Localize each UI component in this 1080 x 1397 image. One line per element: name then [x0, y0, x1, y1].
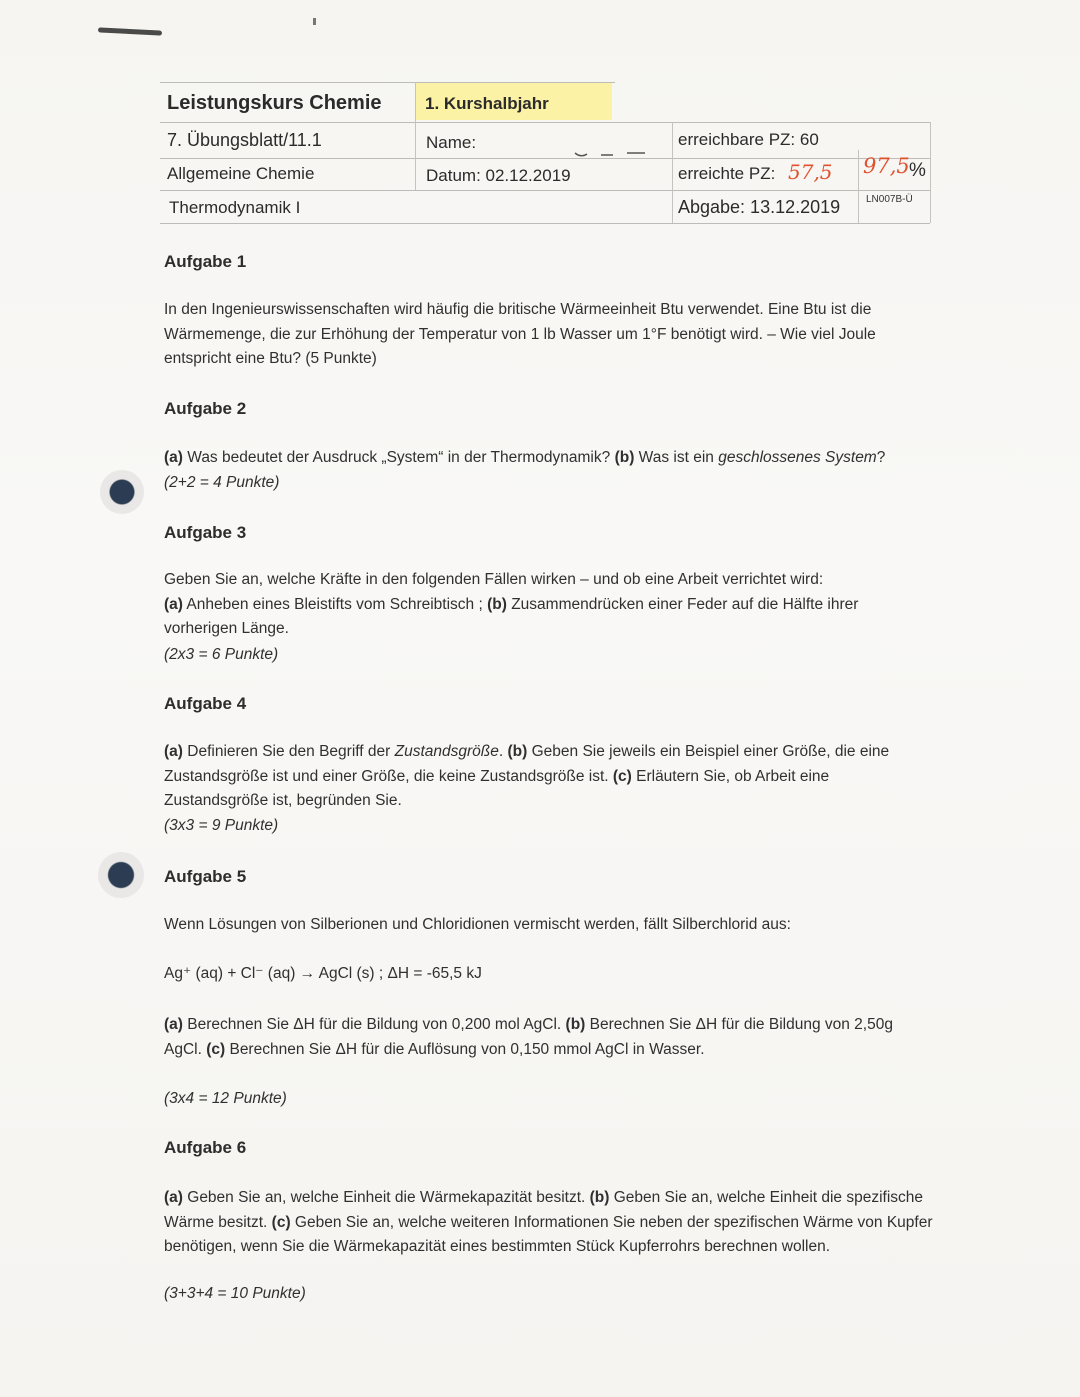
percent-handwritten: 97,5	[863, 154, 910, 178]
topic-general: Allgemeine Chemie	[167, 164, 315, 183]
half-year: 1. Kurshalbjahr	[425, 94, 549, 113]
task-1-points: (5 Punkte)	[305, 350, 377, 367]
task-6-points: (3+3+4 = 10 Punkte)	[164, 1285, 306, 1302]
punch-hole-top	[100, 470, 144, 514]
task-2-title: Aufgabe 2	[164, 399, 247, 418]
sheet-number: 7. Übungsblatt/11.1	[167, 130, 322, 150]
task-4-text: (a) Definieren Sie den Begriff der Zustandsgröße. (b) Geben Sie jeweils ein Beispiel einer Größe, die eine Zustandsgröße ist und einer Größe, die keine Zustandsgröße ist. (c) Erläutern Sie, ob Arbeit eine Zustandsgröße ist, begründen Sie.	[164, 743, 890, 809]
task-3-title: Aufgabe 3	[164, 523, 247, 542]
task-4-title: Aufgabe 4	[164, 694, 247, 713]
punch-hole-bottom	[98, 852, 144, 898]
course-title: Leistungskurs Chemie	[167, 92, 382, 114]
task-2-text: (a) Was bedeutet der Ausdruck „System“ in der Thermodynamik? (b) Was ist ein geschlossenes System?	[164, 449, 886, 466]
task-5-title: Aufgabe 5	[164, 867, 247, 886]
topic: Thermodynamik I	[169, 198, 301, 217]
task-5-points: (3x4 = 12 Punkte)	[164, 1090, 287, 1107]
task-2-points: (2+2 = 4 Punkte)	[164, 474, 280, 491]
sheet-code: LN007B-Ü	[866, 194, 913, 205]
task-1-title: Aufgabe 1	[164, 252, 247, 271]
name-label: Name:	[426, 133, 477, 152]
date-label: Datum: 02.12.2019	[426, 166, 571, 185]
pen-squiggle	[573, 150, 653, 160]
due-date: Abgabe: 13.12.2019	[678, 197, 841, 217]
task-6-title: Aufgabe 6	[164, 1138, 247, 1157]
task-3-points: (2x3 = 6 Punkte)	[164, 646, 279, 663]
achieved-points-handwritten: 57,5	[788, 160, 833, 184]
task-5-intro: Wenn Lösungen von Silberionen und Chloridionen vermischt werden, fällt Silberchlorid aus:	[164, 916, 791, 933]
max-points: erreichbare PZ: 60	[678, 130, 819, 149]
task-6-text: (a) Geben Sie an, welche Einheit die Wärmekapazität besitzt. (b) Geben Sie an, welche Einheit die spezifische Wärme besitzt. (c) Geben Sie an, welche weiteren Informationen Sie neben der spezifischen Wärme von Kupfer benötigen, wenn Sie die Wärmekapazität eines bestimmten Stück Kupferrohrs berechnen wollen.	[164, 1189, 933, 1255]
task-5-equation: Ag⁺ (aq) + Cl⁻ (aq) → AgCl (s) ; ΔH = -65,5 kJ	[164, 965, 482, 982]
staple-mark	[98, 27, 162, 35]
task-4-points: (3x3 = 9 Punkte)	[164, 817, 279, 834]
task-5-text: (a) Berechnen Sie ΔH für die Bildung von 0,200 mol AgCl. (b) Berechnen Sie ΔH für die Bildung von 2,50g AgCl. (c) Berechnen Sie ΔH für die Auflösung von 0,150 mmol AgCl in Wasser.	[164, 1016, 893, 1058]
header-table	[160, 80, 932, 225]
task-3-text: Geben Sie an, welche Kräfte in den folgenden Fällen wirken – und ob eine Arbeit verrichtet wird: (a) Anheben eines Bleistifts vom Schreibtisch ; (b) Zusammendrücken einer Feder auf die Hälfte ihrer vorherigen Länge.	[164, 571, 859, 637]
task-1-text: In den Ingenieurswissenschaften wird häufig die britische Wärmeeinheit Btu verwendet. Eine Btu ist die Wärmemenge, die zur Erhöhung der Temperatur von 1 lb Wasser um 1°F benötigt wird. – Wie viel Joule entspricht eine Btu? (5 Punkte)	[164, 301, 876, 367]
achieved-label: erreichte PZ:	[678, 164, 776, 183]
percent-sign: %	[909, 160, 926, 181]
pen-mark	[313, 18, 316, 25]
